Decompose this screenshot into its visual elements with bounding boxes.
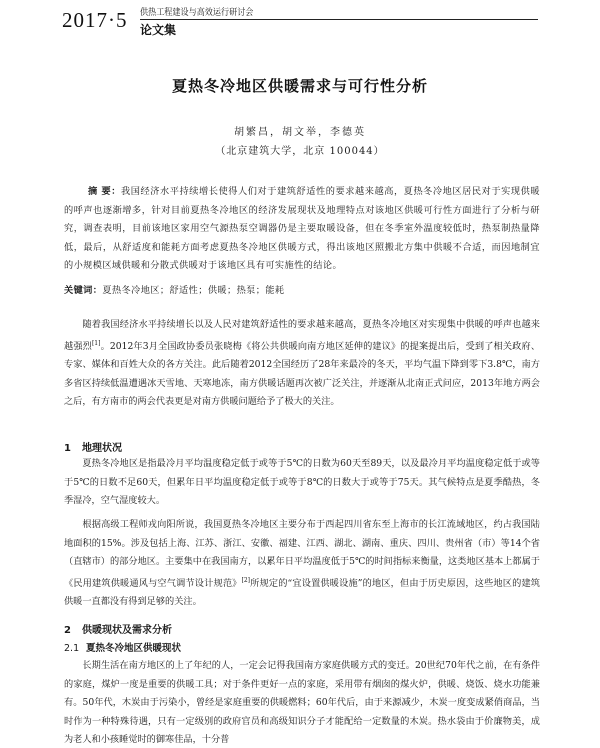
citation-2: [2] <box>241 576 251 584</box>
abstract <box>64 183 540 276</box>
intro-text-rest: 。2012年3月全国政协委员张晓梅《将公共供暖向南方地区延伸的建议》的提案提出后，受到了相关政府、专家、媒体和百姓大众的各方关注。此后随着2012全国经历了28年来最冷的冬天，平均气温下降到零下3.8℃，南方多省区持续低温遭遇冰天雪地、天寒地冻，南方供暖话题再次被广泛关注，并逐渐从北南正式问应，2013年地方两会之后，有方南市的两会代表更是对南方供暖问题给予了极大的关注。 <box>64 340 541 408</box>
section-2-1-paragraph: 长期生活在南方地区的上了年纪的人，一定会记得我国南方家庭供暖方式的变迁。20世纪70年代之前，在有条件的家庭，煤炉一度是重要的供暖工具；对于条件更好一点的家庭，采用带有烟囱的煤火炉，供暖、烧饭、烧水功能兼有。50年代，木炭由于污染小，曾经是家庭重要的供暖燃料；60年代后，由于来源减少，木炭一度变成紧俏商品，当时作为一种特殊待遇，只有一定级别的政府官员和高级知识分子才能配给一定数量的木炭。热水袋由于价廉物美，成为老人和小孩睡觉时的御寒佳品，十分普 <box>64 660 540 746</box>
abstract-label: 摘 要： <box>88 186 122 197</box>
abstract-text: 我国经济水平持续增长使得人们对于建筑舒适性的要求越来越高，夏热冬冷地区居民对于实现供暖的呼声也逐渐增多，针对目前夏热冬冷地区的经济发展现状及地理特点对该地区供暖可行性方面进行了分析与研究，调查表明，目前该地区家用空气源热泵空调器仍是主要取暖设备，但在冬季室外温度较低时，热泵制热量降低，最后，从舒适度和能耗方面考虑夏热冬冷地区供暖方式，得出该地区照搬北方集中供暖不合适，而因地制宜的小规模区域供暖和分散式供暖对于该地区具有可实施性的结论。 <box>64 186 540 272</box>
section-1-heading <box>64 439 122 454</box>
section-1-paragraph-2 <box>64 516 540 612</box>
keywords-text: 夏热冬冷地区；舒适性；供暖；热泵；能耗 <box>102 285 285 296</box>
section-1-title: 地理状况 <box>82 443 122 454</box>
section-2-1-heading <box>64 640 181 654</box>
affiliation: （北京建筑大学，北京 100044） <box>215 146 385 157</box>
conference-name: 供热工程建设与高效运行研讨会 <box>140 8 254 18</box>
intro-text: 随着我国经济水平持续增长以及人民对建筑舒适性的要求越来越高，夏热冬冷地区对实现集中供暖的呼声也越来越强烈 <box>64 319 540 352</box>
section-2-number: 2 <box>64 625 71 636</box>
authors: 胡繁昌，胡文举，李德英 <box>234 127 366 138</box>
paper-title: 夏热冬冷地区供暖需求与可行性分析 <box>171 77 428 95</box>
section-2-1-number: 2.1 <box>64 643 80 654</box>
journal-year: 2017·5 <box>62 8 128 32</box>
section-2-title: 供暖现状及需求分析 <box>82 625 172 636</box>
section-1-p2-text: 根据高级工程师戎向阳所说，我国夏热冬冷地区主要分布于西起四川省东至上海市的长江流域地区，约占我国陆地面积的15%。涉及包括上海、江苏、浙江、安徽、福建、江西、湖北、湖南、重庆、四川、贵州省（市）等14个省（直辖市）的部分地区。主要集中在我国南方，以累年日平均温度低于5℃的时间指标来衡量，这类地区基本上都属于《民用建筑供暖通风与空气调节设计规范》 <box>64 519 540 589</box>
keywords-label: 关键词： <box>64 285 103 296</box>
intro-paragraph <box>64 316 540 412</box>
section-1-number: 1 <box>64 443 71 454</box>
header-rule <box>140 19 538 20</box>
section-1-paragraph-1: 夏热冬冷地区是指最冷月平均温度稳定低于或等于5℃的日数为60天至89天，以及最冷月平均温度稳定低于或等于5℃的日数不足60天，但累年日平均温度稳定低于或等于8℃的日数大于或等于75天。其气候特点是夏季酷热，冬季湿冷，空气湿度较大。 <box>64 458 540 507</box>
keywords <box>64 282 540 296</box>
citation-1: [1] <box>91 339 101 347</box>
section-1-p2-text-rest: 所规定的“宜设置供暖设施”的地区，但由于历史原因，这些地区的建筑供暖一直都没有得到足够的关注。 <box>64 577 540 608</box>
collection-label: 论文集 <box>140 23 177 37</box>
section-2-heading <box>64 621 172 636</box>
section-2-1-title: 夏热冬冷地区供暖现状 <box>86 643 182 654</box>
